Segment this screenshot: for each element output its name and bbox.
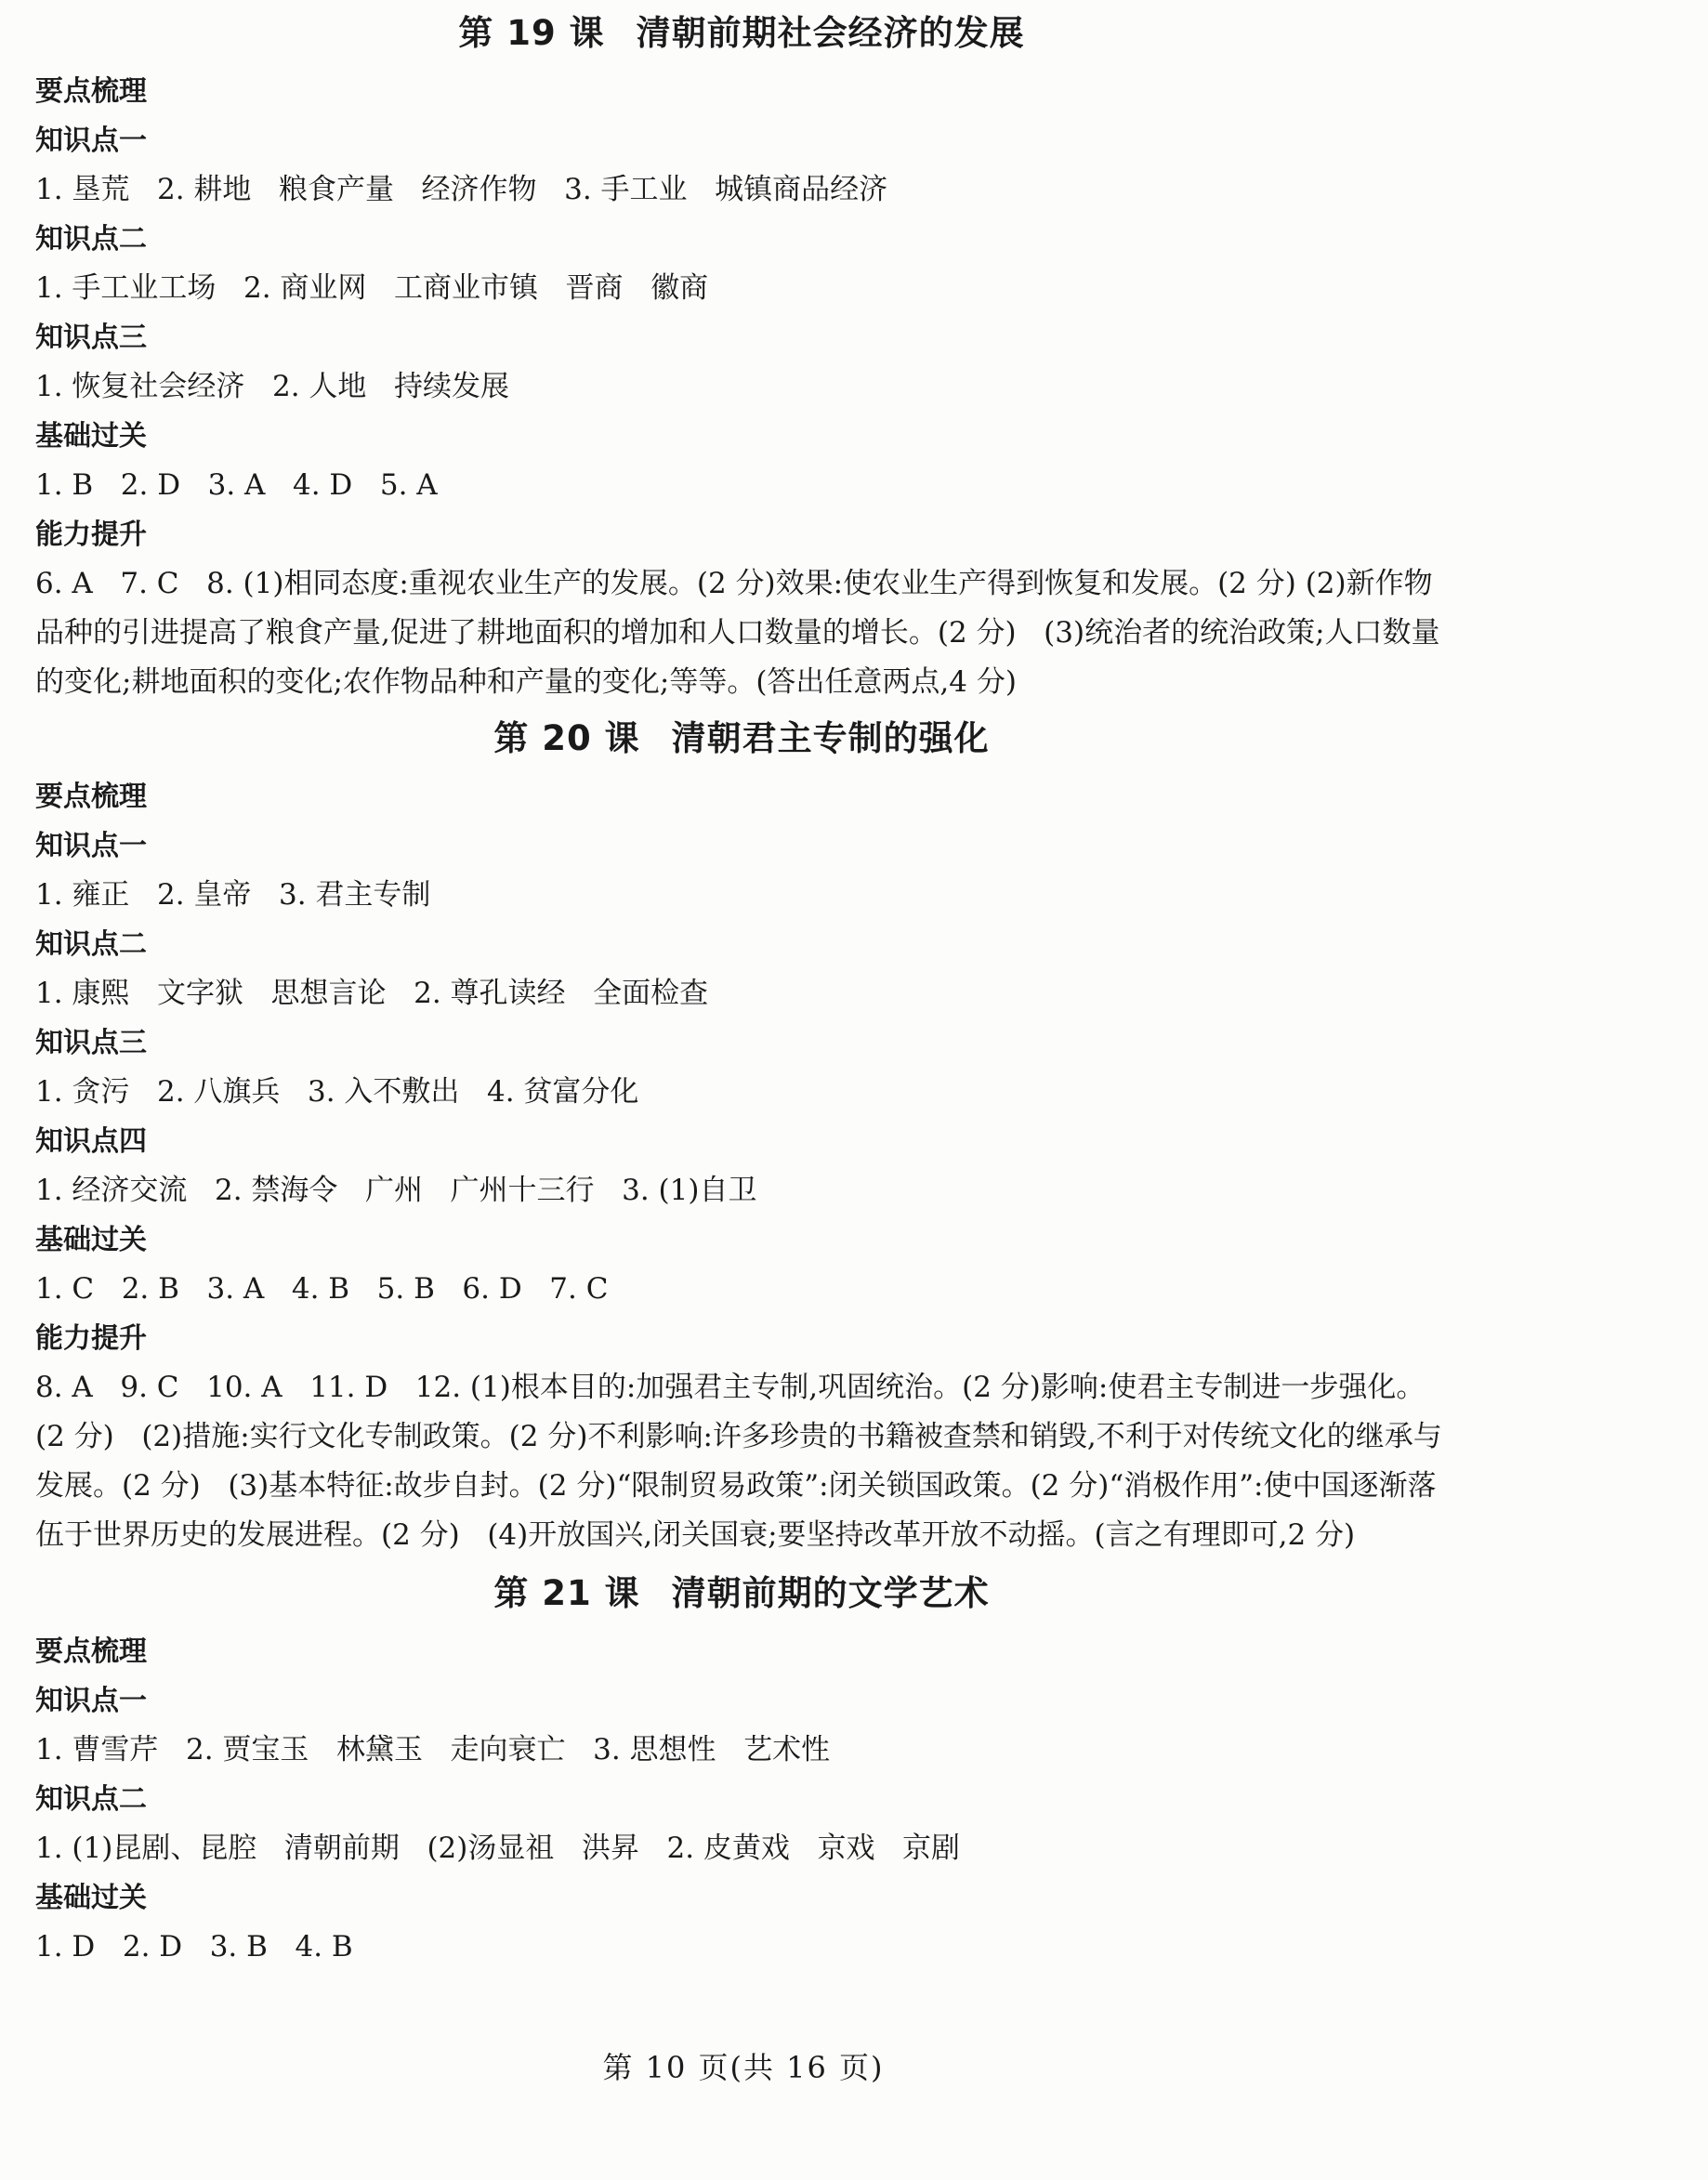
lesson-20-outline-heading: 要点梳理 [35, 781, 147, 813]
lesson-19-basic-answers: 1. B 2. D 3. A 4. D 5. A [35, 468, 438, 502]
lesson-20-k2-heading: 知识点二 [35, 928, 147, 961]
lesson-21-k1-answers: 1. 曹雪芹 2. 贾宝玉 林黛玉 走向衰亡 3. 思想性 艺术性 [35, 1733, 831, 1766]
lesson-21-basic-heading: 基础过关 [35, 1882, 147, 1914]
lesson-21-number: 第 21 课 [493, 1573, 640, 1613]
lesson-20-name: 清朝君主专制的强化 [671, 718, 990, 758]
lesson-20-basic-heading: 基础过关 [35, 1224, 147, 1256]
lesson-20-ability-heading: 能力提升 [35, 1322, 147, 1355]
lesson-19-outline-heading: 要点梳理 [35, 75, 147, 108]
lesson-20-k4-heading: 知识点四 [35, 1125, 147, 1158]
lesson-20-basic-answers: 1. C 2. B 3. A 4. B 5. B 6. D 7. C [35, 1272, 609, 1306]
lesson-19-title [35, 0, 1448, 67]
lesson-21-k1-heading: 知识点一 [35, 1685, 147, 1717]
lesson-19-k3-answers: 1. 恢复社会经济 2. 人地 持续发展 [35, 370, 509, 403]
lesson-19-ability-heading: 能力提升 [35, 519, 147, 551]
lesson-20-k4-answers: 1. 经济交流 2. 禁海令 广州 广州十三行 3. (1)自卫 [35, 1174, 757, 1207]
lesson-20-k3-answers: 1. 贪污 2. 八旗兵 3. 入不敷出 4. 贫富分化 [35, 1075, 639, 1109]
lesson-21-k2-answers: 1. (1)昆剧、昆腔 清朝前期 (2)汤显祖 洪昇 2. 皮黄戏 京戏 京剧 [35, 1832, 961, 1865]
lesson-19-name: 清朝前期社会经济的发展 [636, 13, 1025, 53]
lesson-19-k1-heading: 知识点一 [35, 125, 147, 157]
lesson-19-k1-answers: 1. 垦荒 2. 耕地 粮食产量 经济作物 3. 手工业 城镇商品经济 [35, 173, 888, 206]
lesson-20-k1-heading: 知识点一 [35, 830, 147, 862]
lesson-20-ability-answers: 8. A 9. C 10. A 11. D 12. (1)根本目的:加强君主专制,巩固统治。(2 分)影响:使君主专制进一步强化。(2 分) (2)措施:实行文化专制政策。(2 分)不利影响:许多珍贵的书籍被查禁和销毁,不利于对传统文化的继承与发展。(2 分) (3)基本特征:故步自封。(2 分)“限制贸易政策”:闭关锁国政策。(2 分)“消极作用”:使中国逐渐落伍于世界历史的发展进程。(2 分) (4)开放国兴,闭关国衰;要坚持改革开放不动摇。(言之有理即可,2 分) [35, 1371, 1442, 1552]
lesson-21-name: 清朝前期的文学艺术 [671, 1573, 990, 1613]
lesson-21-basic-answers: 1. D 2. D 3. B 4. B [35, 1930, 353, 1963]
lesson-19-k2-answers: 1. 手工业工场 2. 商业网 工商业市镇 晋商 徽商 [35, 271, 709, 305]
lesson-19-ability-answers: 6. A 7. C 8. (1)相同态度:重视农业生产的发展。(2 分)效果:使农业生产得到恢复和发展。(2 分) (2)新作物品种的引进提高了粮食产量,促进了耕地面积的增加和人口数量的增长。(2 分) (3)统治者的统治政策;人口数量的变化;耕地面积的变化;农作物品种和产量的变化;等等。(答出任意两点,4 分) [35, 567, 1440, 699]
page-number-footer: 第 10 页(共 16 页) [602, 2050, 885, 2085]
lesson-21-title [35, 1560, 1448, 1627]
lesson-19-number: 第 19 课 [458, 13, 605, 53]
lesson-20-k1-answers: 1. 雍正 2. 皇帝 3. 君主专制 [35, 878, 431, 912]
lesson-19-basic-heading: 基础过关 [35, 420, 147, 453]
answer-page [35, 0, 1448, 1972]
lesson-21-outline-heading: 要点梳理 [35, 1635, 147, 1668]
lesson-20-number: 第 20 课 [493, 718, 640, 758]
lesson-20-k2-answers: 1. 康熙 文字狱 思想言论 2. 尊孔读经 全面检查 [35, 977, 709, 1010]
lesson-21-k2-heading: 知识点二 [35, 1783, 147, 1816]
lesson-19-k2-heading: 知识点二 [35, 223, 147, 256]
lesson-19-k3-heading: 知识点三 [35, 322, 147, 354]
lesson-20-k3-heading: 知识点三 [35, 1027, 147, 1059]
lesson-20-title [35, 705, 1448, 772]
